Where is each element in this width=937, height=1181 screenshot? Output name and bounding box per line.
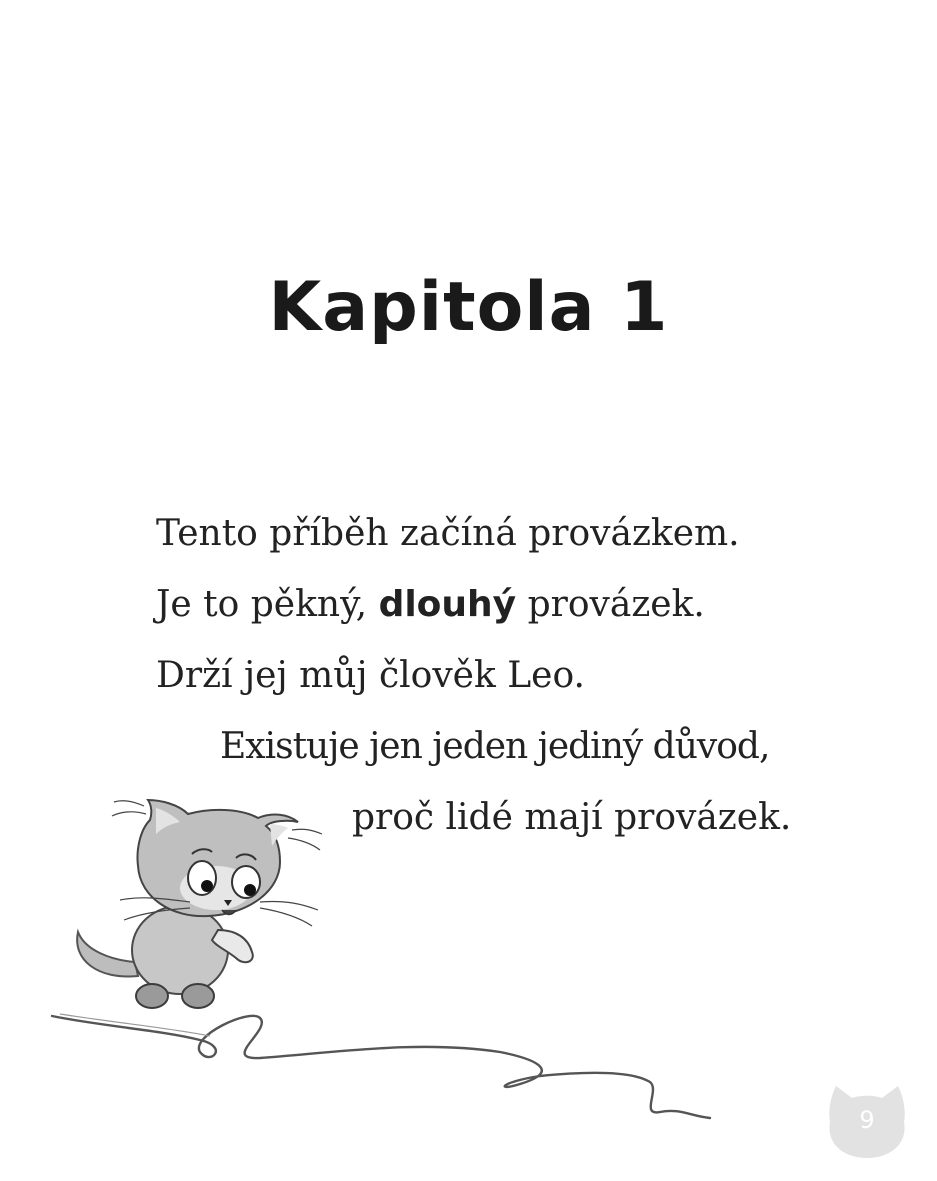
chapter-title: Kapitola 1 [268, 268, 669, 347]
story-line-5: proč lidé mají provázek. [352, 797, 792, 838]
story-line-3: Drží jej můj člověk Leo. [156, 655, 585, 696]
story-line-2-end: provázek. [516, 584, 705, 625]
story-line-1: Tento příběh začíná provázkem. [156, 513, 740, 554]
story-line-2-start: Je to pěkný, [156, 584, 379, 625]
story-line-4: Existuje jen jeden jediný důvod, [220, 726, 770, 767]
page-number: 9 [859, 1106, 875, 1134]
story-line-2 [156, 585, 705, 625]
kitten-with-string-illustration [40, 790, 730, 1130]
emphasized-word: dlouhý [378, 584, 517, 625]
